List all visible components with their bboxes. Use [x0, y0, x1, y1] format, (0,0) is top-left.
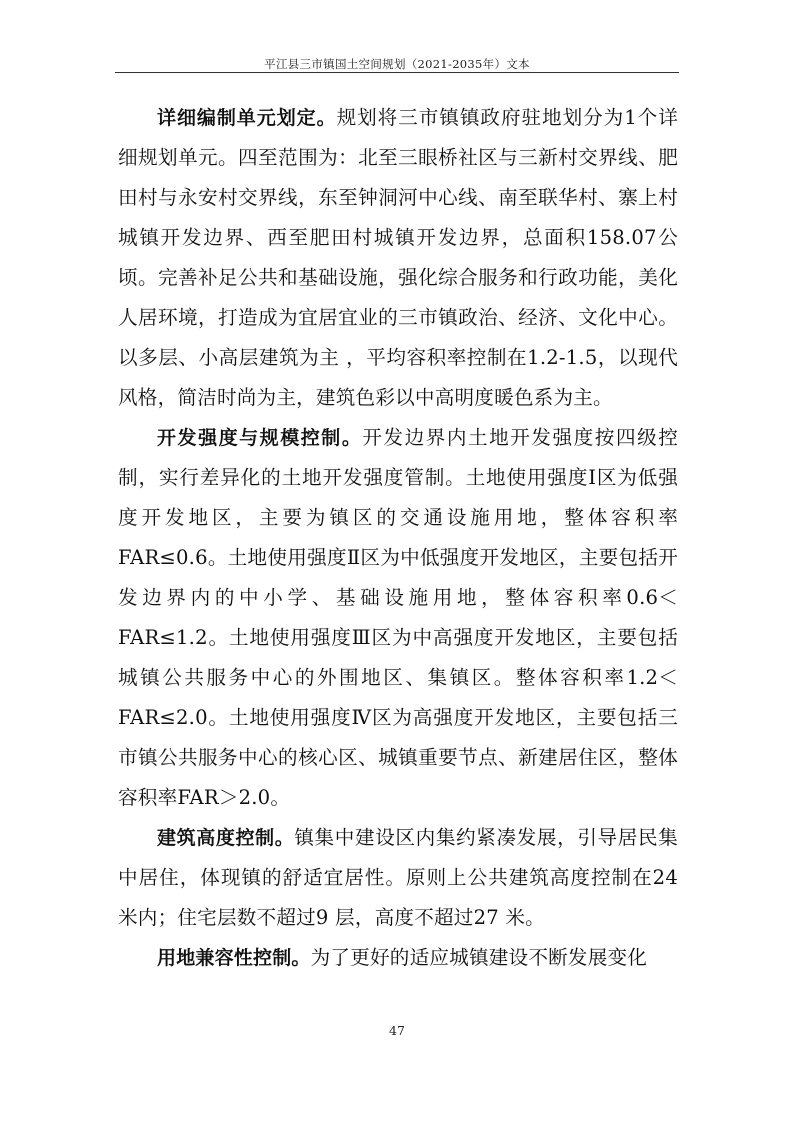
running-header: 平江县三市镇国土空间规划（2021-2035年）文本	[264, 57, 530, 71]
paragraph-text: 为了更好的适应城镇建设不断发展变化	[310, 946, 648, 969]
paragraph-heading: 开发强度与规模控制。	[157, 427, 363, 449]
paragraph-building-height	[118, 818, 678, 938]
paragraph-detailed-unit	[118, 98, 678, 418]
paragraph-text: 开发边界内土地开发强度按四级控制，实行差异化的土地开发强度管制。土地使用强度Ⅰ区为低强度开发地区，主要为镇区的交通设施用地，整体容积率FAR≤0.6。土地使用强度Ⅱ区为中低强度开发地区，主要包括开发边界内的中小学、基础设施用地，整体容积率0.6＜FAR≤1.2。土地使用强度Ⅲ区为中高强度开发地区，主要包括城镇公共服务中心的外围地区、集镇区。整体容积率1.2＜FAR≤2.0。土地使用强度Ⅳ区为高强度开发地区，主要包括三市镇公共服务中心的核心区、城镇重要节点、新建居住区，整体容积率FAR＞2.0。	[118, 426, 678, 809]
header-divider	[115, 72, 679, 73]
paragraph-development-intensity	[118, 418, 678, 818]
paragraph-text: 镇集中建设区内集约紧凑发展，引导居民集中居住，体现镇的舒适宜居性。原则上公共建筑高度控制在24 米内；住宅层数不超过9 层，高度不超过27 米。	[118, 826, 678, 929]
paragraph-text: 规划将三市镇镇政府驻地划分为1个详细规划单元。四至范围为：北至三眼桥社区与三新村交界线、肥田村与永安村交界线，东至钟洞河中心线、南至联华村、寨上村城镇开发边界、西至肥田村城镇开发边界，总面积158.07公顷。完善补足公共和基础设施，强化综合服务和行政功能，美化人居环境，打造成为宜居宜业的三市镇政治、经济、文化中心。以多层、小高层建筑为主 ，平均容积率控制在1.2-1.5，以现代风格，简洁时尚为主，建筑色彩以中高明度暖色系为主。	[118, 106, 678, 409]
page-number: 47	[389, 1023, 405, 1038]
document-body	[118, 98, 678, 978]
paragraph-heading: 用地兼容性控制。	[157, 947, 311, 969]
paragraph-heading: 建筑高度控制。	[157, 827, 295, 849]
paragraph-heading: 详细编制单元划定。	[157, 107, 337, 129]
paragraph-land-compatibility	[118, 938, 678, 978]
